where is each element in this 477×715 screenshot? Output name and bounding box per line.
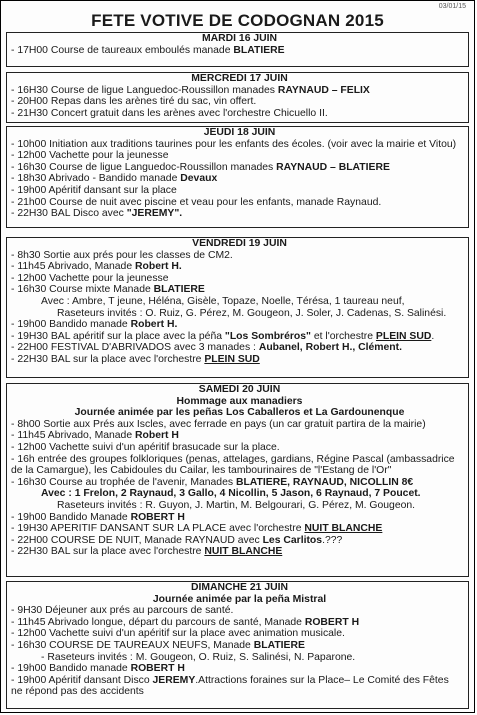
day-heading: DIMANCHE 21 JUIN (191, 582, 288, 593)
day-block-saturday (6, 383, 469, 577)
line-text: Raseteurs invités : R. Guyon, J. Martin, M. Belgourari, G. Pérez, M. Gougeon. (57, 499, 416, 511)
program-line (11, 354, 468, 366)
day-subheading: Journée animée par la peña Mistral (152, 593, 327, 605)
program-line (11, 675, 468, 687)
program-line (11, 150, 468, 162)
program-line (11, 617, 468, 629)
line-text-bold: Devaux (180, 173, 218, 185)
line-text-bold: Robert H (135, 430, 179, 442)
line-text-bold: Avec : 1 Frelon, 2 Raynaud, 3 Gallo, 4 Nicollin, 5 Jason, 6 Raynaud, 7 Poucet. (41, 488, 421, 500)
line-text: - 11h45 Abrivado, Manade (11, 261, 136, 273)
line-text-bold: RAYNAUD – FELIX (277, 84, 370, 96)
line-text: - 19H30 APERITIF DANSANT SUR LA PLACE avec l'orchestre (11, 523, 305, 535)
program-line (11, 546, 468, 558)
program-line (11, 173, 468, 185)
line-text-bold: "Los Sombréros" (224, 330, 311, 342)
line-text: - 12h00 Vachette pour la jeunesse (11, 150, 169, 162)
program-line (11, 139, 468, 151)
line-text: - 20H00 Repas dans les arènes tiré du sac, vin offert. (11, 96, 257, 108)
day-heading: MERCREDI 17 JUIN (191, 73, 288, 84)
line-text: - 22H30 BAL sur la place avec l'orchestre (11, 353, 205, 365)
program-line (11, 488, 468, 500)
day-heading: MARDI 16 JUIN (201, 33, 278, 44)
line-text: - 11h45 Abrivado longue, départ du parcours de santé, Manade (11, 616, 305, 628)
program-line (11, 652, 468, 664)
day-block-sunday (6, 581, 469, 709)
line-text-bold: BLATIERE (153, 284, 205, 296)
program-line (11, 535, 468, 547)
line-text: - 19h00 Apéritif dansant sur la place (11, 184, 177, 196)
line-text-bold-underline: PLEIN SUD (375, 330, 432, 342)
program-line (11, 442, 468, 454)
line-text: - 21H30 Concert gratuit dans les arènes avec l'orchestre Chicuello II. (11, 107, 328, 119)
line-text: - 9H30 Déjeuner aux prés au parcours de santé. (11, 605, 234, 617)
program-line (11, 523, 468, 535)
program-line (11, 85, 468, 97)
line-text: - Raseteurs invités : M. Gougeon, O. Ruiz, S. Salinési, N. Paparone. (41, 651, 356, 663)
program-line (11, 331, 468, 343)
line-text-bold: Robert H. (130, 319, 178, 331)
program-line (11, 208, 468, 220)
program-line (11, 250, 468, 262)
program-line (11, 273, 468, 285)
program-line (11, 640, 468, 652)
line-text: - 21h00 Course de nuit avec piscine et veau pour les enfants, manade Raynaud. (11, 196, 382, 208)
line-text: et l'orchestre (310, 330, 376, 342)
day-heading: JEUDI 18 JUIN (203, 127, 276, 138)
program-line (11, 296, 468, 308)
line-text: - 22H00 FESTIVAL D'ABRIVADOS avec 3 manades : (11, 342, 259, 354)
line-text-bold: ROBERT H (304, 616, 360, 628)
program-line (11, 45, 468, 57)
program-line (11, 197, 468, 209)
line-text: - 8h30 Sortie aux prés pour les classes de CM2. (11, 249, 233, 261)
program-line (11, 419, 468, 431)
line-text-bold: Robert H. (135, 261, 182, 273)
program-line (11, 108, 468, 120)
program-line (11, 477, 468, 489)
program-line (11, 162, 468, 174)
line-text: - 8h00 Sortie aux Prés aux Iscles, avec ferrade en pays (un car gratuit partira de la mairie) (11, 418, 426, 430)
day-subheading: Journée animée par les peñas Los Caballeros et La Gardounenque (74, 407, 405, 419)
line-text-bold: ROBERT H (130, 663, 185, 675)
line-text-bold-underline: PLEIN SUD (204, 353, 260, 365)
line-text: - 10h00 Initiation aux traditions taurines pour les enfants des écoles. (voir avec la mairie et Vitou) (11, 138, 457, 150)
program-line (11, 319, 468, 331)
line-text: - 11h45 Abrivado, Manade (11, 430, 136, 442)
program-line (11, 308, 468, 320)
line-text-bold: JEREMY (152, 674, 196, 686)
line-text: Avec : Ambre, T jeune, Héléna, Gisèle, Topaze, Noelle, Térésa, 1 taureau neuf, (41, 295, 405, 307)
line-text: - 16h30 Course mixte Manade (11, 284, 154, 296)
program-line (11, 261, 468, 273)
day-heading: SAMEDI 20 JUIN (198, 384, 281, 395)
line-text: de la Camargue), les Cabidoules du Cailar, les tambourinaires de "l'Estang de l'Or" (11, 465, 392, 477)
line-text: - 19h00 Bandido manade (11, 319, 131, 331)
line-text-bold: BLATIERE (253, 639, 305, 651)
line-text: - 18h30 Abrivado - Bandido manade (11, 173, 181, 185)
program-line (11, 500, 468, 512)
line-text: Raseteurs invités : O. Ruiz, G. Pérez, M. Gougeon, J. Soler, J. Cadenas, S. Salinési. (57, 307, 447, 319)
line-text: .Attractions foraines sur la Place– Le Comité des Fêtes (195, 674, 449, 686)
page-title: FETE VOTIVE DE CODOGNAN 2015 (91, 11, 384, 30)
day-subheading: Hommage aux manadiers (176, 395, 303, 407)
day-block-wednesday (6, 72, 469, 123)
line-text: . (431, 330, 435, 342)
line-text: - 19H30 BAL apéritif sur la place avec la péña (11, 330, 225, 342)
line-text-bold-underline: NUIT BLANCHE (204, 546, 283, 558)
line-text-bold: ROBERT H (130, 511, 185, 523)
program-line (11, 605, 468, 617)
line-text: - 19h00 Apéritif dansant Disco (11, 674, 153, 686)
line-text-bold: "JEREMY". (126, 208, 183, 220)
line-text-bold: Aubanel, Robert H., Clément. (258, 342, 402, 354)
line-text: - 16h30 Course de ligue Languedoc-Roussillon manades (11, 161, 277, 173)
program-line (11, 686, 468, 698)
line-text-bold: Les Carlitos (262, 534, 323, 546)
line-text: - 12h00 Vachette suivi d'un apéritif brasucade sur la place. (11, 441, 280, 453)
line-text: - 12h00 Vachette suivi d'un apéritif sur la place avec animation musicale. (11, 628, 345, 640)
program-line (11, 284, 468, 296)
program-line (11, 628, 468, 640)
day-block-friday (6, 237, 469, 378)
line-text-bold: RAYNAUD – BLATIERE (276, 161, 390, 173)
line-text: - 16h30 COURSE DE TAUREAUX NEUFS, Manade (11, 639, 254, 651)
line-text-bold: BLATIERE, RAYNAUD, NICOLLIN 8€ (235, 476, 414, 488)
line-text: .??? (322, 534, 343, 546)
program-line (11, 96, 468, 108)
line-text: - 22H30 BAL sur la place avec l'orchestre (11, 546, 205, 558)
program-line (11, 663, 468, 675)
line-text: - 16h30 Course au trophée de l'avenir, Manades (11, 476, 236, 488)
line-text: ne répond pas des accidents (11, 686, 144, 698)
program-line (11, 185, 468, 197)
line-text: - 19h00 Bandido Manade (11, 511, 131, 523)
line-text: - 22H30 BAL Disco avec (11, 208, 127, 220)
program-line (11, 454, 468, 466)
line-text-bold: BLATIERE (233, 44, 285, 56)
day-block-thursday (6, 126, 469, 228)
program-line (11, 512, 468, 524)
line-text-bold-underline: NUIT BLANCHE (304, 523, 383, 535)
line-text: - 17H00 Course de taureaux emboulés manade (11, 44, 234, 56)
line-text: - 19h00 Bandido manade (11, 663, 131, 675)
line-text: - 22H00 COURSE DE NUIT, Manade RAYNAUD avec (11, 534, 263, 546)
line-text: - 16h entrée des groupes folkloriques (penas, attelages, gardians, Régine Pascal (ambassadrice (11, 453, 455, 465)
line-text: - 12h00 Vachette pour la jeunesse (11, 272, 169, 284)
program-line (11, 465, 468, 477)
program-line (11, 430, 468, 442)
program-line (11, 342, 468, 354)
line-text: - 16H30 Course de ligue Languedoc-Roussillon manades (11, 84, 278, 96)
day-block-tuesday (6, 32, 469, 67)
day-heading: VENDREDI 19 JUIN (192, 238, 287, 249)
date-stamp: 03/01/15 (438, 3, 466, 10)
